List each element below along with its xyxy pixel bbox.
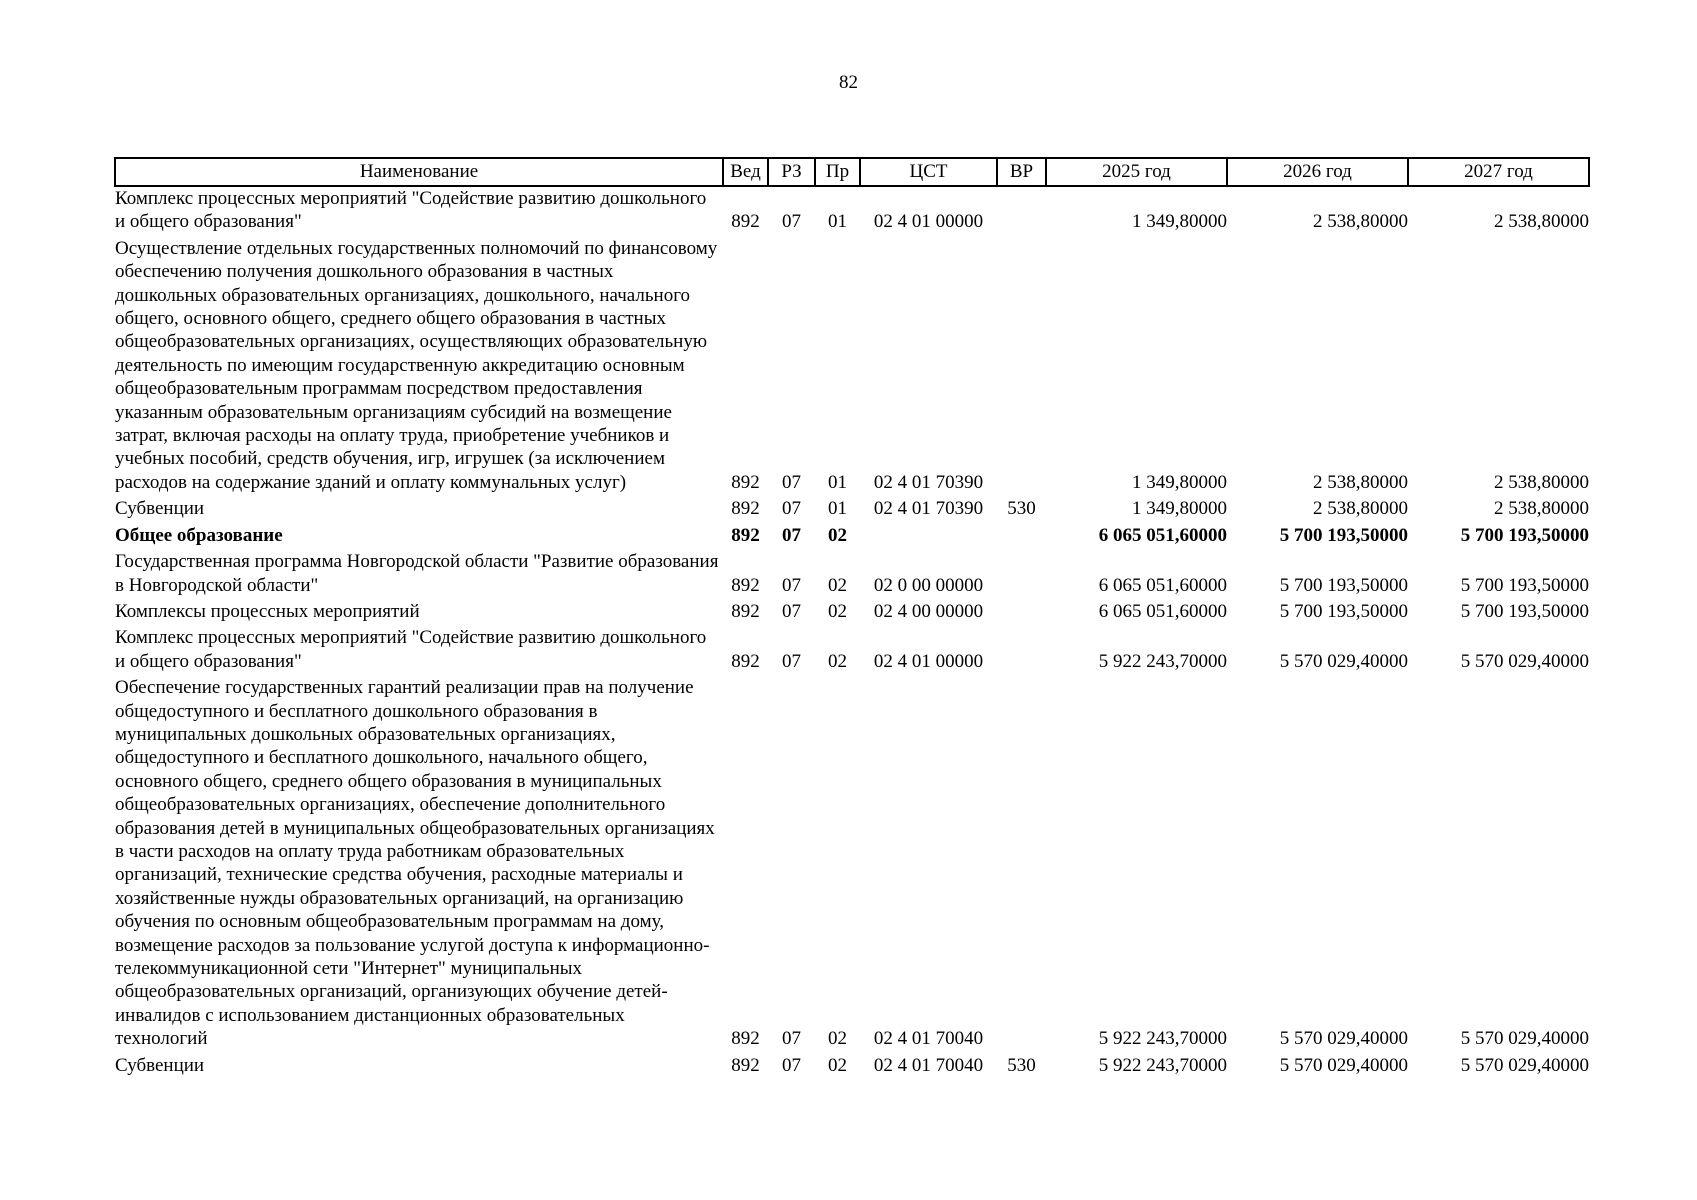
row-2026: 5 700 193,50000 bbox=[1279, 600, 1408, 622]
row-vr bbox=[997, 676, 1046, 1054]
row-2025: 5 922 243,70000 bbox=[1098, 1028, 1227, 1050]
row-rz: 07 bbox=[782, 211, 801, 233]
row-pr: 01 bbox=[828, 498, 847, 520]
header-2026: 2026 год bbox=[1227, 158, 1408, 186]
row-2027: 5 570 029,40000 bbox=[1460, 1054, 1589, 1076]
row-name: Осуществление отдельных государственных полномочий по финансовому обеспечению получения дошкольного образования в частных дошкольных образовательных организациях, дошкольного, начального общего, основного общего, среднего общего образования в частных общеобразовательных организациях, осуществляющих образовательную деятельность по имеющим государственную аккредитацию основным общеобразовательным программам посредством предоставления указанным образовательным организациям субсидий на возмещение затрат, включая расходы на оплату труда, приобретение учебников и учебных пособий, средств обучения, игр, игрушек (за исключением расходов на содержание зданий и оплату коммунальных услуг) bbox=[115, 237, 718, 493]
page-number: 82 bbox=[839, 72, 858, 93]
row-2026: 2 538,80000 bbox=[1313, 211, 1408, 233]
header-ved: Вед bbox=[723, 158, 768, 186]
row-ved: 892 bbox=[731, 1028, 760, 1050]
row-name: Субвенции bbox=[115, 1054, 205, 1076]
row-ved: 892 bbox=[731, 650, 760, 672]
row-2026: 2 538,80000 bbox=[1313, 498, 1408, 520]
table-row-section bbox=[115, 524, 1589, 550]
row-cst: 02 0 00 00000 bbox=[873, 574, 984, 596]
row-cst: 02 4 00 00000 bbox=[873, 600, 984, 622]
row-rz: 07 bbox=[782, 1054, 801, 1076]
row-ved: 892 bbox=[731, 574, 760, 596]
row-2026: 5 700 193,50000 bbox=[1279, 574, 1408, 596]
row-pr: 02 bbox=[828, 574, 847, 596]
row-ved: 892 bbox=[731, 600, 760, 622]
row-cst: 02 4 01 00000 bbox=[873, 650, 984, 672]
row-2025: 6 065 051,60000 bbox=[1098, 600, 1227, 622]
row-rz: 07 bbox=[782, 650, 801, 672]
row-2026: 5 570 029,40000 bbox=[1279, 1028, 1408, 1050]
row-rz: 07 bbox=[782, 498, 801, 520]
table-row bbox=[115, 550, 1589, 600]
row-vr: 530 bbox=[1007, 498, 1036, 520]
row-pr: 02 bbox=[828, 1054, 847, 1076]
budget-table bbox=[114, 157, 1590, 1080]
header-rz: РЗ bbox=[768, 158, 815, 186]
row-2025: 1 349,80000 bbox=[1132, 471, 1227, 493]
row-2025: 5 922 243,70000 bbox=[1098, 650, 1227, 672]
row-name: Комплекс процессных мероприятий "Содействие развитию дошкольного и общего образования" bbox=[115, 188, 707, 233]
row-2026: 5 700 193,50000 bbox=[1279, 524, 1408, 546]
row-cst: 02 4 01 00000 bbox=[873, 211, 984, 233]
row-2027: 5 700 193,50000 bbox=[1460, 524, 1589, 546]
row-2025: 1 349,80000 bbox=[1132, 498, 1227, 520]
row-2026: 5 570 029,40000 bbox=[1279, 650, 1408, 672]
table-row bbox=[115, 497, 1589, 523]
row-rz: 07 bbox=[782, 471, 801, 493]
row-vr bbox=[997, 237, 1046, 497]
row-name: Субвенции bbox=[115, 498, 205, 520]
row-2027: 5 570 029,40000 bbox=[1460, 1028, 1589, 1050]
header-pr: Пр bbox=[815, 158, 860, 186]
row-pr: 02 bbox=[828, 600, 847, 622]
row-2025: 6 065 051,60000 bbox=[1098, 574, 1227, 596]
table-row bbox=[115, 676, 1589, 1054]
row-ved: 892 bbox=[731, 498, 760, 520]
table-row bbox=[115, 600, 1589, 626]
row-vr bbox=[997, 524, 1046, 550]
row-vr bbox=[997, 600, 1046, 626]
table-row bbox=[115, 237, 1589, 497]
row-2025: 5 922 243,70000 bbox=[1098, 1054, 1227, 1076]
row-name: Обеспечение государственных гарантий реализации прав на получение общедоступного и бесплатного дошкольного образования в муниципальных дошкольных образовательных организациях, общедоступного и бесплатного дошкольного, начального общего, основного общего, среднего общего образования в муниципальных общеобразовательных организациях, обеспечение дополнительного образования детей в муниципальных общеобразовательных организациях в части расходов на оплату труда работникам образовательных организаций, технические средства обучения, расходные материалы и хозяйственные нужды образовательных организаций, на организацию обучения по основным общеобразовательным программам на дому, возмещение расходов за пользование услугой доступа к информационно-телекоммуникационной сети "Интернет" муниципальных общеобразовательных организаций, организующих обучение детей-инвалидов с использованием дистанционных образовательных технологий bbox=[115, 677, 715, 1050]
row-name: Общее образование bbox=[115, 524, 283, 546]
row-cst: 02 4 01 70390 bbox=[873, 471, 984, 493]
row-pr: 02 bbox=[828, 524, 847, 546]
row-2025: 1 349,80000 bbox=[1132, 211, 1227, 233]
header-name: Наименование bbox=[115, 158, 723, 186]
row-2026: 5 570 029,40000 bbox=[1279, 1054, 1408, 1076]
table-row bbox=[115, 626, 1589, 676]
row-2027: 2 538,80000 bbox=[1494, 471, 1589, 493]
table-row bbox=[115, 186, 1589, 237]
table-row bbox=[115, 1054, 1589, 1080]
header-2027: 2027 год bbox=[1408, 158, 1589, 186]
row-name: Государственная программа Новгородской области "Развитие образования в Новгородской области" bbox=[115, 551, 719, 596]
header-cst: ЦСТ bbox=[860, 158, 997, 186]
row-cst: 02 4 01 70040 bbox=[873, 1028, 984, 1050]
row-vr: 530 bbox=[1007, 1054, 1036, 1076]
row-2027: 5 570 029,40000 bbox=[1460, 650, 1589, 672]
row-2027: 2 538,80000 bbox=[1494, 211, 1589, 233]
row-pr: 01 bbox=[828, 211, 847, 233]
row-vr bbox=[997, 186, 1046, 237]
row-ved: 892 bbox=[731, 471, 760, 493]
row-rz: 07 bbox=[782, 600, 801, 622]
row-vr bbox=[997, 626, 1046, 676]
row-name: Комплекс процессных мероприятий "Содействие развитию дошкольного и общего образования" bbox=[115, 627, 707, 672]
row-ved: 892 bbox=[731, 211, 760, 233]
table-header-row bbox=[115, 158, 1589, 186]
row-2026: 2 538,80000 bbox=[1313, 471, 1408, 493]
row-rz: 07 bbox=[782, 1028, 801, 1050]
row-2027: 5 700 193,50000 bbox=[1460, 600, 1589, 622]
row-name: Комплексы процессных мероприятий bbox=[115, 600, 420, 622]
header-vr: ВР bbox=[997, 158, 1046, 186]
row-vr bbox=[997, 550, 1046, 600]
row-cst: 02 4 01 70390 bbox=[873, 498, 984, 520]
row-pr: 02 bbox=[828, 650, 847, 672]
row-rz: 07 bbox=[782, 574, 801, 596]
row-cst bbox=[860, 524, 997, 550]
row-2025: 6 065 051,60000 bbox=[1098, 524, 1227, 546]
row-rz: 07 bbox=[782, 524, 801, 546]
row-2027: 5 700 193,50000 bbox=[1460, 574, 1589, 596]
header-2025: 2025 год bbox=[1046, 158, 1227, 186]
row-cst: 02 4 01 70040 bbox=[873, 1054, 984, 1076]
row-pr: 02 bbox=[828, 1028, 847, 1050]
row-pr: 01 bbox=[828, 471, 847, 493]
row-2027: 2 538,80000 bbox=[1494, 498, 1589, 520]
row-ved: 892 bbox=[731, 1054, 760, 1076]
row-ved: 892 bbox=[731, 524, 760, 546]
